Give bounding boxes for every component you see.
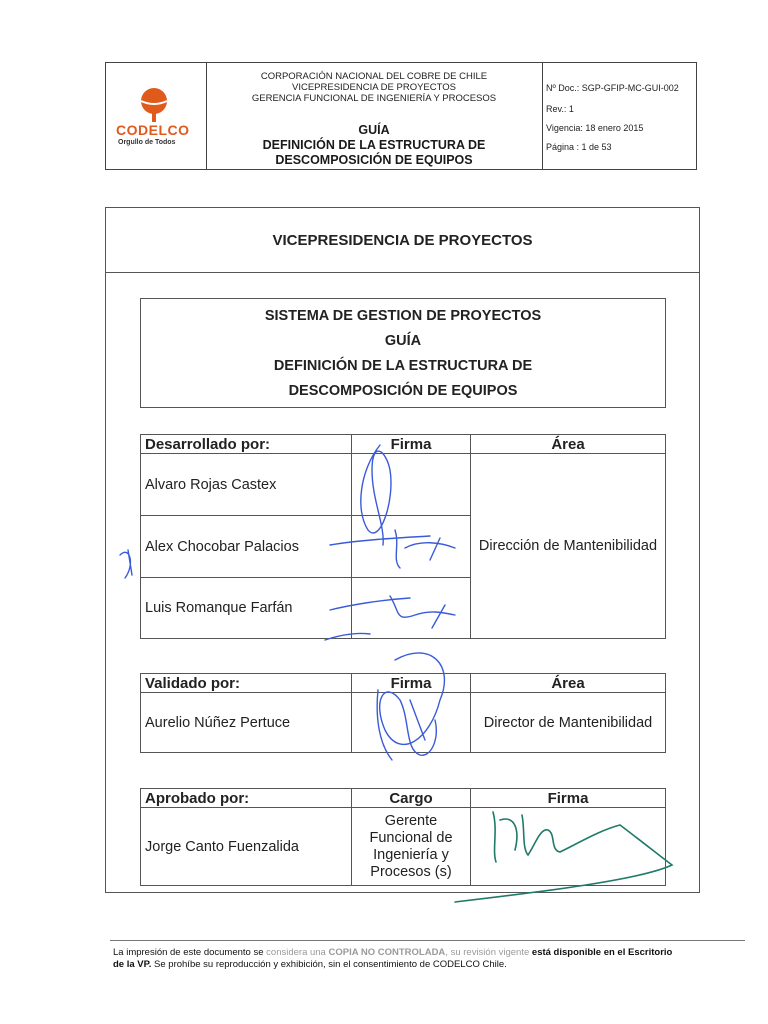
doc-title-line-2: DESCOMPOSICIÓN DE EQUIPOS <box>275 153 473 167</box>
developed-table <box>140 434 666 639</box>
cargo-line-1: Gerente <box>384 812 438 829</box>
developer-name-2: Alex Chocobar Palacios <box>141 516 352 578</box>
footer-line2-bold: de la VP. <box>113 959 152 970</box>
footer-part-5: está disponible en el Escritorio <box>531 947 673 958</box>
signature-cell-1 <box>352 454 471 516</box>
validated-table <box>140 673 666 753</box>
logo-tagline: Orgullo de Todos <box>118 139 176 146</box>
title-line-2: GUÍA <box>384 333 422 349</box>
developer-name-3: Luis Romanque Farfán <box>141 578 352 639</box>
vp-title: VICEPRESIDENCIA DE PROYECTOS <box>272 232 533 249</box>
title-line-3: DEFINICIÓN DE LA ESTRUCTURA DE <box>273 358 533 374</box>
footer-part-4: , su revisión vigente <box>445 947 532 958</box>
approved-firma-header: Firma <box>471 789 666 808</box>
title-line-1: SISTEMA DE GESTION DE PROYECTOS <box>264 308 542 324</box>
header-title-cell <box>206 63 543 169</box>
cargo-line-4: Procesos (s) <box>370 863 452 880</box>
validated-area-header: Área <box>471 674 666 693</box>
doc-type: GUÍA <box>358 123 390 137</box>
logo-wordmark: CODELCO <box>116 122 190 138</box>
developer-name-1: Alvaro Rojas Castex <box>141 454 352 516</box>
doc-number: Nº Doc.: SGP-GFIP-MC-GUI-002 <box>546 83 679 93</box>
approver-signature-cell <box>471 808 666 886</box>
cargo-line-2: Funcional de <box>369 829 453 846</box>
footer-part-1: La impresión de este documento se <box>113 947 267 958</box>
title-line-4: DESCOMPOSICIÓN DE EQUIPOS <box>288 383 518 399</box>
area-header: Área <box>471 435 666 454</box>
corp-line-2: VICEPRESIDENCIA DE PROYECTOS <box>291 82 456 93</box>
cargo-header: Cargo <box>352 789 471 808</box>
signature-cell-2 <box>352 516 471 578</box>
validator-name: Aurelio Núñez Pertuce <box>141 693 352 753</box>
codelco-logo-icon <box>132 84 176 124</box>
frame-divider <box>105 272 700 273</box>
corp-line-1: CORPORACIÓN NACIONAL DEL COBRE DE CHILE <box>260 71 488 82</box>
header-meta-cell <box>542 63 696 169</box>
footer-rule <box>110 940 745 941</box>
developed-header: Desarrollado por: <box>141 435 352 454</box>
validator-signature-cell <box>352 693 471 753</box>
validated-area: Director de Mantenibilidad <box>471 693 666 753</box>
corp-line-3: GERENCIA FUNCIONAL DE INGENIERÍA Y PROCESOS <box>251 93 497 104</box>
footer-line2: Se prohíbe su reproducción y exhibición, sin el consentimiento de CODELCO Chile. <box>151 959 507 970</box>
vigencia: Vigencia: 18 enero 2015 <box>546 123 644 133</box>
doc-title-line-1: DEFINICIÓN DE LA ESTRUCTURA DE <box>262 138 486 152</box>
signature-cell-3 <box>352 578 471 639</box>
validated-firma-header: Firma <box>352 674 471 693</box>
revision: Rev.: 1 <box>546 104 574 114</box>
validated-header: Validado por: <box>141 674 352 693</box>
firma-header: Firma <box>352 435 471 454</box>
developed-area: Dirección de Mantenibilidad <box>471 454 666 639</box>
approver-name: Jorge Canto Fuenzalida <box>141 808 352 886</box>
footer-part-2: considera una <box>266 947 329 958</box>
page-number: Página : 1 de 53 <box>546 142 612 152</box>
cargo-line-3: Ingeniería y <box>373 846 449 863</box>
footer-note <box>113 947 753 971</box>
approved-header: Aprobado por: <box>141 789 352 808</box>
footer-part-3: COPIA NO CONTROLADA <box>328 947 446 958</box>
title-box <box>140 298 666 408</box>
approver-cargo <box>352 808 471 886</box>
document-header <box>105 62 697 170</box>
approved-table <box>140 788 666 886</box>
